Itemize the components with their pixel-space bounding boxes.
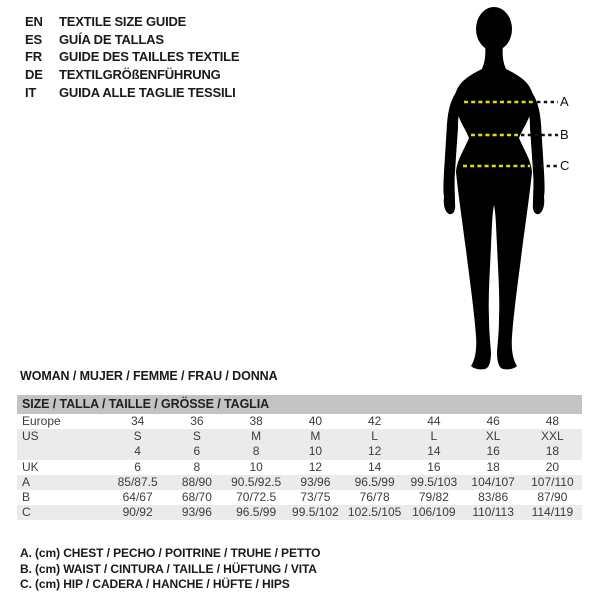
size-value: L — [430, 429, 438, 444]
size-value: 99.5/102 — [292, 505, 339, 520]
size-value: 93/96 — [300, 474, 331, 489]
size-value: 18 — [545, 444, 560, 459]
language-row — [25, 83, 239, 101]
size-value: 114/119 — [531, 505, 574, 520]
legend-line: B. (cm) WAIST / CINTURA / TAILLE / HÜFTUNG / VITA — [20, 561, 317, 576]
measurement-legend — [20, 546, 320, 593]
table-row — [17, 414, 582, 429]
size-value: 48 — [545, 414, 560, 428]
size-table-header: SIZE / TALLA / TAILLE / GRÖSSE / TAGLIA — [17, 395, 582, 414]
language-title: TEXTILGRÖßENFÜHRUNG — [59, 67, 221, 83]
size-value: 106/109 — [412, 505, 456, 520]
language-title: TEXTILE SIZE GUIDE — [59, 14, 187, 30]
section-title: WOMAN / MUJER / FEMME / FRAU / DONNA — [20, 369, 278, 383]
size-value: 6 — [134, 459, 141, 474]
size-value: 107/110 — [531, 474, 574, 489]
size-value: M — [310, 429, 321, 444]
table-row-label: UK — [22, 459, 39, 474]
size-value: 64/67 — [122, 489, 153, 504]
size-value: 88/90 — [181, 474, 212, 489]
language-row — [25, 13, 239, 31]
size-value: 4 — [134, 444, 141, 459]
legend-line: A. (cm) CHEST / PECHO / POITRINE / TRUHE / PETTO — [20, 546, 321, 560]
size-value: 110/113 — [472, 505, 514, 520]
table-row-label: US — [22, 429, 39, 444]
size-value: 83/86 — [478, 489, 509, 504]
woman-silhouette — [400, 0, 600, 385]
table-row — [17, 444, 582, 459]
size-value: 12 — [308, 459, 323, 474]
size-table-rows — [17, 414, 582, 520]
size-value: 44 — [427, 414, 441, 428]
language-row — [25, 48, 239, 66]
size-value: 42 — [367, 414, 382, 428]
size-value: 102.5/105 — [347, 505, 402, 520]
table-row-label: C — [22, 505, 31, 520]
table-row-label — [17, 444, 108, 459]
marker-letter-hip: C — [560, 158, 570, 173]
size-value: 34 — [130, 414, 145, 428]
size-value: 73/75 — [300, 489, 331, 504]
table-row — [17, 475, 582, 490]
size-value: 6 — [193, 444, 201, 459]
size-value: 14 — [427, 444, 441, 459]
language-list — [25, 13, 239, 101]
size-value: S — [133, 429, 142, 444]
size-value: 70/72.5 — [236, 489, 277, 504]
language-row — [25, 31, 239, 49]
size-value: 10 — [249, 459, 263, 474]
size-value: 79/82 — [418, 489, 449, 504]
size-value: 16 — [427, 459, 441, 474]
table-row-label: B — [22, 489, 31, 504]
size-value: 16 — [486, 444, 500, 459]
language-row — [25, 66, 239, 84]
size-value: 40 — [308, 414, 323, 428]
language-code: IT — [25, 84, 37, 100]
size-value: 68/70 — [181, 489, 212, 504]
size-value: 76/78 — [359, 489, 390, 504]
size-value: M — [251, 429, 262, 444]
silhouette-torso-legs — [454, 68, 533, 369]
size-value: 90/92 — [122, 505, 153, 520]
size-value: 12 — [367, 444, 382, 459]
size-value: S — [192, 429, 201, 444]
size-value: XXL — [541, 429, 564, 444]
marker-letter-waist: B — [560, 127, 569, 142]
marker-letter-chest: A — [560, 94, 569, 109]
size-value: 14 — [367, 459, 382, 474]
language-title: GUIDA ALLE TAGLIE TESSILI — [59, 84, 236, 100]
size-value: 96.5/99 — [236, 505, 277, 520]
size-value: 96.5/99 — [354, 474, 395, 489]
language-title: GUIDE DES TAILLES TEXTILE — [59, 49, 240, 65]
size-value: 20 — [545, 459, 560, 474]
table-row-label: A — [22, 474, 31, 489]
size-value: 10 — [308, 444, 323, 459]
language-code: DE — [25, 67, 43, 83]
table-row — [17, 490, 582, 505]
size-value: 8 — [193, 459, 201, 474]
language-code: FR — [25, 49, 42, 65]
table-row-label: Europe — [22, 414, 61, 428]
size-value: 18 — [486, 459, 500, 474]
size-value: 85/87.5 — [117, 474, 158, 489]
table-row — [17, 505, 582, 520]
size-value: 87/90 — [537, 489, 568, 504]
size-value: 90.5/92.5 — [231, 474, 282, 489]
size-value: XL — [485, 429, 501, 444]
size-value: 38 — [249, 414, 263, 428]
table-row — [17, 429, 582, 444]
size-value: 36 — [190, 414, 204, 428]
table-row — [17, 460, 582, 475]
size-value: 8 — [252, 444, 260, 459]
size-value: 46 — [486, 414, 500, 428]
language-title: GUÍA DE TALLAS — [59, 31, 164, 47]
language-code: EN — [25, 14, 43, 30]
size-table — [17, 395, 582, 520]
language-code: ES — [25, 31, 42, 47]
legend-line: C. (cm) HIP / CADERA / HANCHE / HÜFTE / HIPS — [20, 577, 290, 591]
size-value: 104/107 — [471, 474, 515, 489]
size-value: L — [371, 429, 378, 444]
size-value: 99.5/103 — [410, 474, 458, 489]
size-value: 93/96 — [181, 505, 212, 520]
